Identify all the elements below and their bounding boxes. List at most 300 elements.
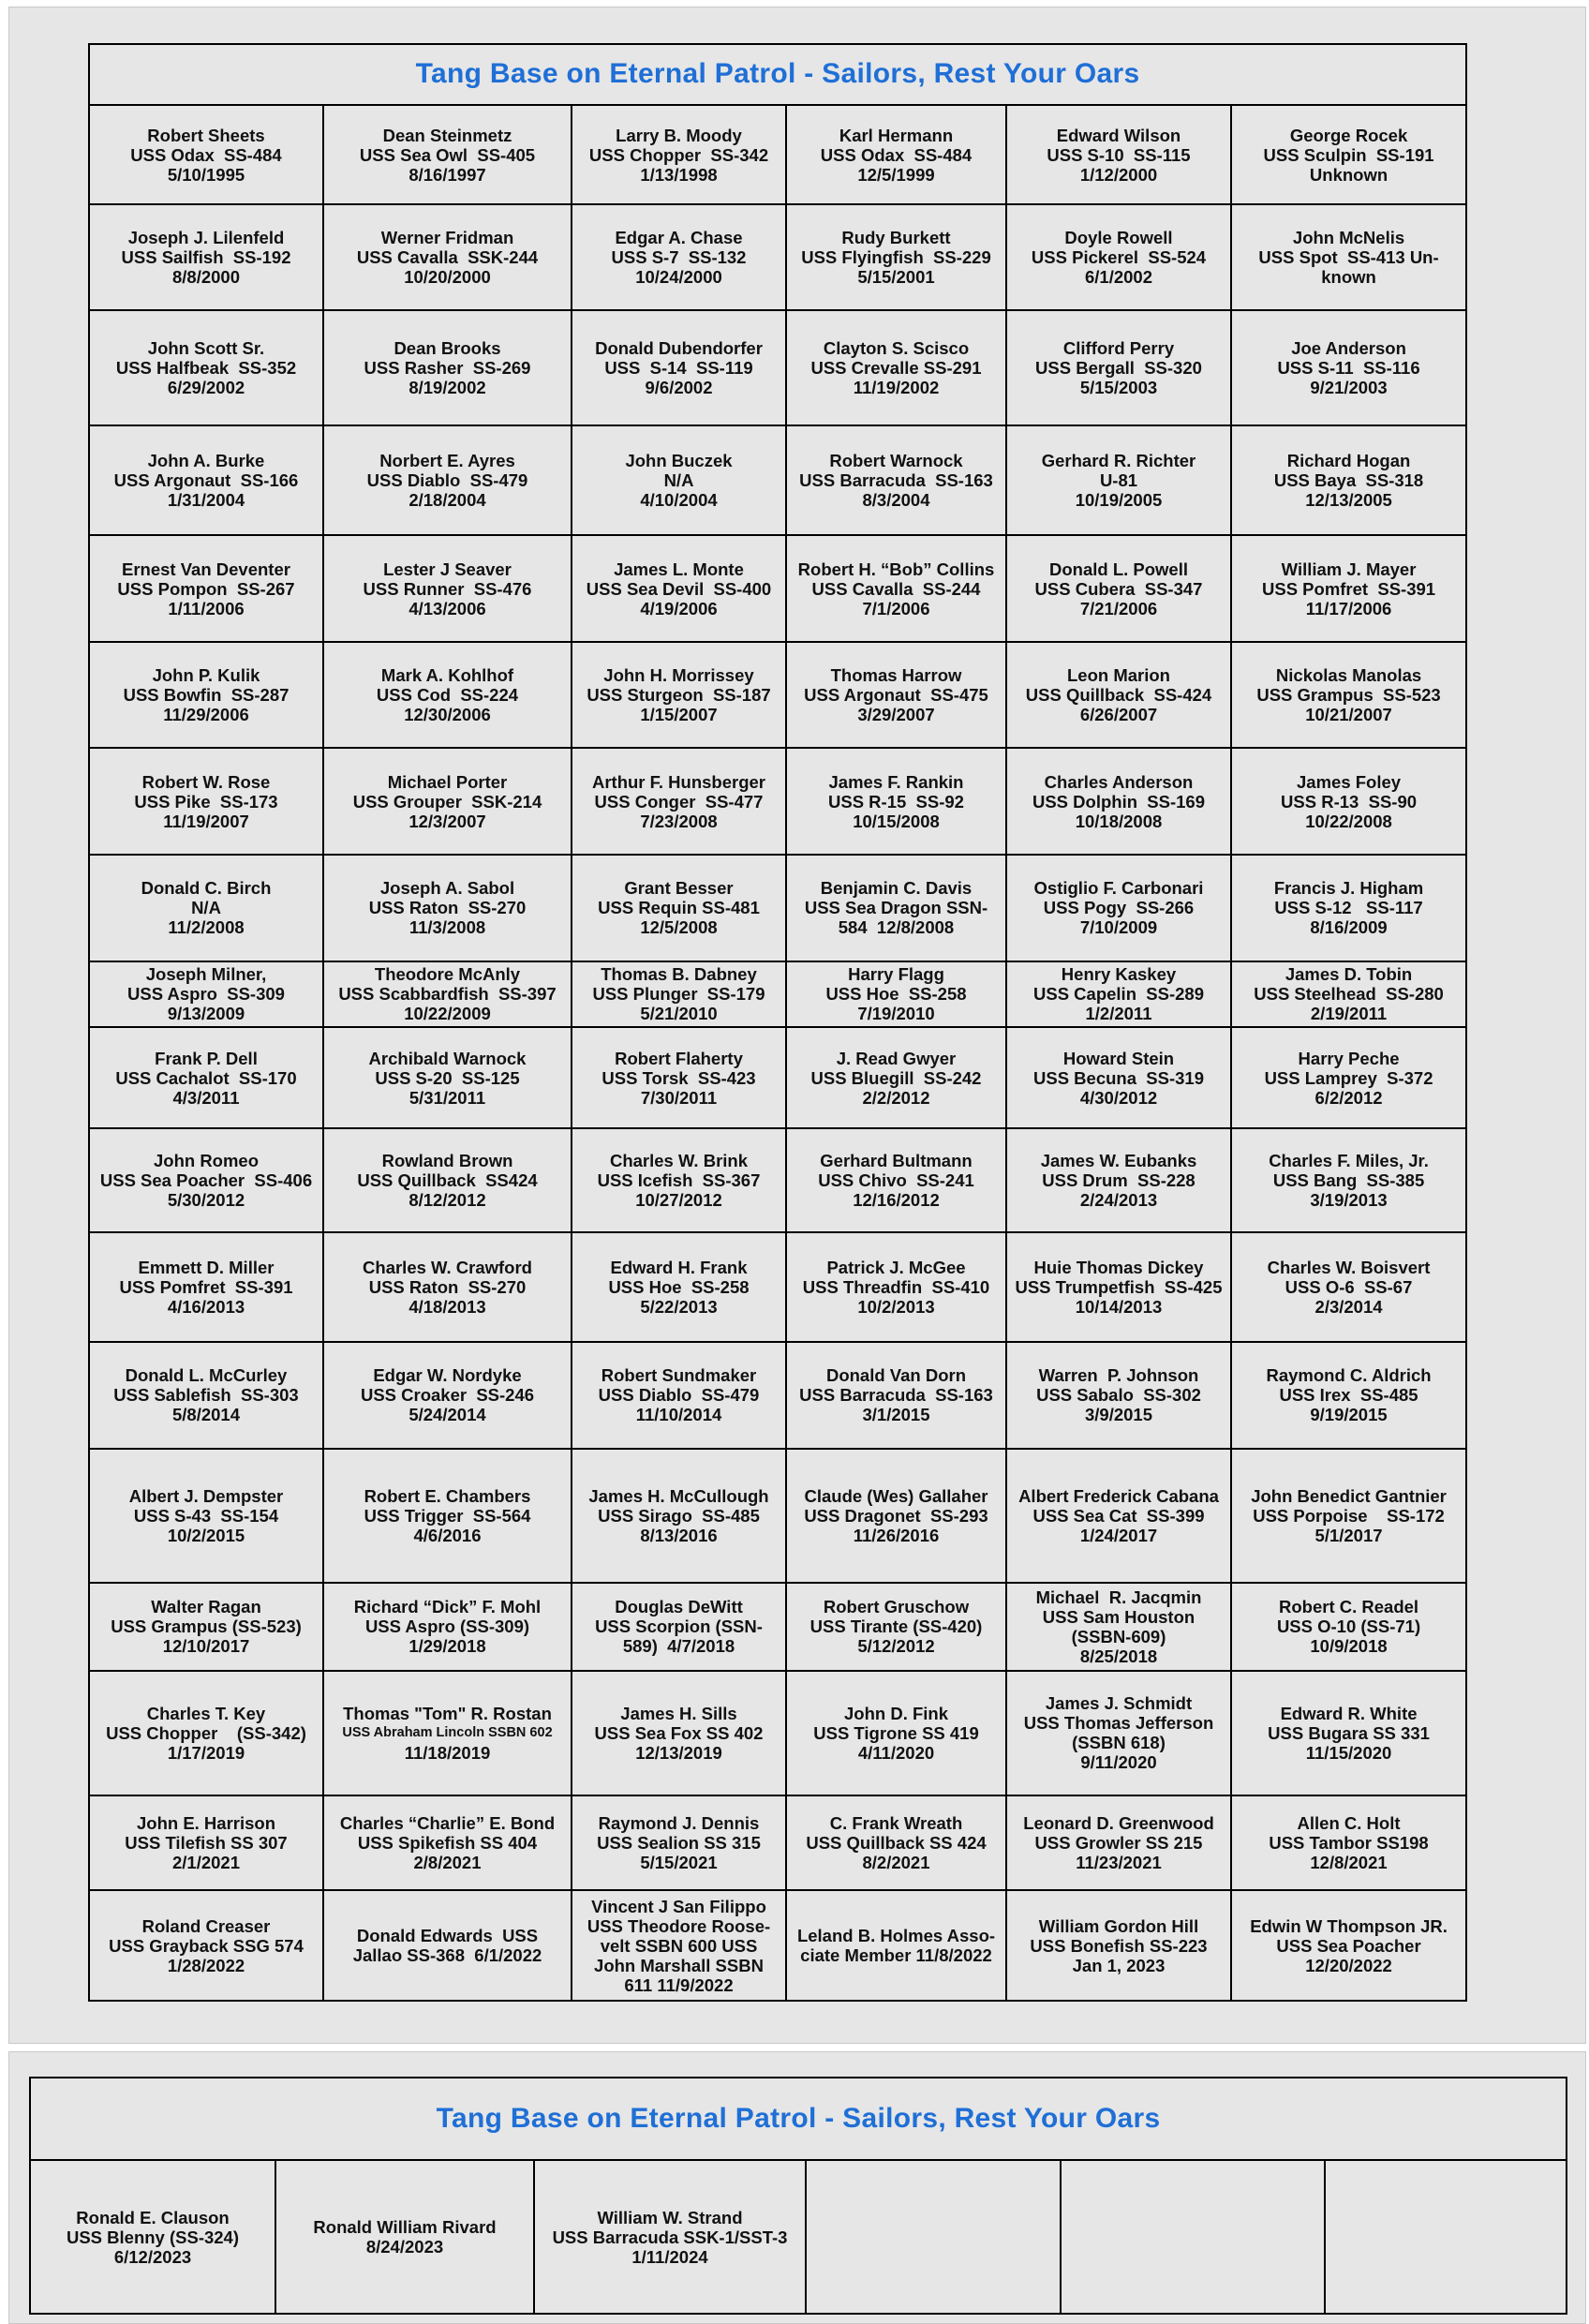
- memorial-cell-line: USS Baya SS-318: [1273, 469, 1424, 490]
- memorial-cell: [323, 1342, 572, 1449]
- memorial-cell-line: USS Sea Cat SS-399: [1032, 1505, 1205, 1526]
- memorial-cell: [1231, 855, 1466, 961]
- table-row: [89, 855, 1466, 961]
- memorial-cell-line: Charles W. Crawford: [363, 1257, 532, 1277]
- memorial-cell-line: 4/11/2020: [857, 1742, 935, 1763]
- memorial-cell-line: Leon Marion: [1067, 665, 1170, 686]
- memorial-cell-line: 10/24/2000: [635, 267, 722, 288]
- memorial-cell-line: USS Pompon SS-267: [117, 578, 295, 599]
- memorial-cell: [89, 1583, 323, 1671]
- memorial-cell-line: 5/24/2014: [408, 1405, 486, 1425]
- memorial-cell-line: 1/11/2024: [631, 2246, 708, 2267]
- memorial-cell-line: Edwin W Thompson JR.: [1250, 1915, 1448, 1936]
- memorial-cell-line: USS Growler SS 215: [1034, 1833, 1203, 1854]
- memorial-cell-line: Huie Thomas Dickey: [1033, 1257, 1204, 1277]
- memorial-cell: [89, 425, 323, 536]
- memorial-cell: [572, 425, 786, 536]
- memorial-cell-line: USS Chopper (SS-342): [106, 1722, 306, 1743]
- memorial-cell-line: Clifford Perry: [1062, 337, 1175, 358]
- memorial-cell-line: 10/9/2018: [1310, 1636, 1388, 1657]
- memorial-cell-line: 3/9/2015: [1084, 1405, 1152, 1425]
- memorial-cell: [572, 1232, 786, 1343]
- memorial-cell: [786, 535, 1006, 642]
- memorial-cell: [323, 855, 572, 961]
- memorial-cell: [572, 1449, 786, 1583]
- memorial-cell-line: 11/10/2014: [635, 1405, 722, 1425]
- memorial-cell-line: 12/5/1999: [857, 164, 935, 185]
- memorial-cell-line: 4/3/2011: [172, 1087, 240, 1108]
- memorial-cell-line: USS Icefish SS-367: [597, 1169, 761, 1190]
- memorial-cell-line: Joseph A. Sabol: [379, 878, 515, 899]
- memorial-cell-line: 2/24/2013: [1079, 1189, 1158, 1210]
- memorial-cell-line: Nickolas Manolas: [1275, 665, 1422, 686]
- memorial-cell: [1061, 2160, 1325, 2314]
- memorial-cell-line: Ronald William Rivard: [313, 2217, 497, 2237]
- memorial-cell-line: Werner Fridman: [380, 228, 514, 248]
- memorial-cell: [786, 1671, 1006, 1795]
- table-row: [89, 1890, 1466, 2001]
- memorial-cell-line: Joseph J. Lilenfeld: [127, 228, 285, 248]
- memorial-cell-line: Walter Ragan: [151, 1597, 261, 1617]
- memorial-cell: [1006, 204, 1231, 310]
- memorial-cell-line: USS Flyingfish SS-229: [801, 247, 991, 268]
- memorial-cell-line: Robert Gruschow: [823, 1597, 970, 1617]
- memorial-cell-line: 5/8/2014: [171, 1405, 240, 1425]
- memorial-cell-line: U-81: [1099, 469, 1138, 490]
- memorial-cell-line: 8/12/2012: [408, 1189, 486, 1210]
- memorial-cell-line: Claude (Wes) Gallaher: [804, 1485, 988, 1506]
- memorial-cell-line: USS Scabbardfish SS-397: [338, 984, 557, 1005]
- memorial-cell-line: 11/15/2020: [1305, 1742, 1392, 1763]
- memorial-cell-line: USS Theodore Roose-: [587, 1915, 771, 1936]
- memorial-cell: [786, 310, 1006, 425]
- memorial-cell: [323, 961, 572, 1028]
- memorial-cell-line: John Romeo: [153, 1150, 260, 1170]
- memorial-cell-line: 1/12/2000: [1079, 164, 1158, 185]
- memorial-cell: [1231, 961, 1466, 1028]
- table-row: [89, 1128, 1466, 1232]
- memorial-cell: [786, 105, 1006, 204]
- memorial-cell-line: USS Odax SS-484: [820, 144, 973, 165]
- memorial-cell-line: USS Thomas Jefferson: [1023, 1713, 1214, 1734]
- table-title: Tang Base on Eternal Patrol - Sailors, Rest Your Oars: [89, 44, 1466, 105]
- memorial-cell-line: William Gordon Hill: [1038, 1915, 1199, 1936]
- memorial-cell: [1006, 105, 1231, 204]
- memorial-cell-line: Gerhard Bultmann: [820, 1150, 973, 1170]
- memorial-cell-line: USS Aspro SS-309: [127, 984, 285, 1005]
- memorial-cell-line: 1/2/2011: [1085, 1004, 1152, 1024]
- memorial-cell: [572, 961, 786, 1028]
- memorial-cell-line: USS Sealion SS 315: [597, 1833, 761, 1854]
- memorial-cell-line: 8/25/2018: [1079, 1646, 1158, 1666]
- memorial-cell-line: USS Pickerel SS-524: [1031, 247, 1207, 268]
- memorial-cell-line: 8/16/1997: [408, 164, 486, 185]
- memorial-cell-line: USS Tilefish SS 307: [125, 1833, 288, 1854]
- memorial-cell-line: USS Requin SS-481: [598, 898, 760, 918]
- memorial-cell: [1231, 1342, 1466, 1449]
- memorial-cell-line: USS Odax SS-484: [130, 144, 282, 165]
- memorial-cell-line: Ronald E. Clauson: [76, 2207, 230, 2227]
- memorial-cell-line: 5/31/2011: [408, 1087, 486, 1108]
- memorial-cell: [786, 1232, 1006, 1343]
- memorial-cell: [1231, 1449, 1466, 1583]
- memorial-cell-line: Grant Besser: [624, 878, 734, 899]
- memorial-cell-line: Donald L. McCurley: [125, 1365, 288, 1386]
- memorial-cell-line: USS Sam Houston: [1042, 1606, 1195, 1627]
- memorial-cell-line: John Scott Sr.: [147, 337, 265, 358]
- memorial-cell-line: 5/15/2001: [857, 267, 935, 288]
- memorial-cell-line: USS Sablefish SS-303: [113, 1385, 299, 1406]
- memorial-cell-line: USS Bang SS-385: [1272, 1169, 1425, 1190]
- memorial-cell-line: Charles W. Boisvert: [1267, 1257, 1431, 1277]
- memorial-cell-line: Jan 1, 2023: [1072, 1955, 1166, 1975]
- memorial-cell-line: Edgar W. Nordyke: [373, 1365, 522, 1386]
- memorial-cell: [1006, 1027, 1231, 1127]
- memorial-cell-line: Arthur F. Hunsberger: [591, 771, 766, 792]
- memorial-cell-line: 5/15/2021: [640, 1853, 718, 1873]
- memorial-cell: [1006, 642, 1231, 749]
- memorial-cell-line: 10/18/2008: [1075, 811, 1163, 831]
- memorial-cell: [1006, 1795, 1231, 1890]
- memorial-cell-line: USS Drum SS-228: [1042, 1169, 1195, 1190]
- memorial-cell: [89, 1449, 323, 1583]
- memorial-cell-line: 12/13/2019: [635, 1742, 722, 1763]
- memorial-cell: [323, 535, 572, 642]
- memorial-table: [88, 43, 1467, 2002]
- memorial-cell: [1006, 425, 1231, 536]
- memorial-cell-line: 10/27/2012: [635, 1189, 722, 1210]
- memorial-panel-continued: [8, 2051, 1586, 2324]
- table-row: [89, 310, 1466, 425]
- memorial-cell-line: Larry B. Moody: [616, 125, 742, 145]
- memorial-cell: [30, 2160, 275, 2314]
- memorial-cell-line: 1/29/2018: [408, 1636, 486, 1657]
- memorial-cell: [1006, 1583, 1231, 1671]
- memorial-cell-line: Frank P. Dell: [155, 1048, 258, 1068]
- memorial-cell-line: Michael R. Jacqmin: [1035, 1587, 1202, 1607]
- memorial-cell: [1231, 204, 1466, 310]
- memorial-cell-line: 9/6/2002: [645, 377, 713, 397]
- memorial-cell-line: 10/2/2015: [167, 1525, 245, 1545]
- table-row: [89, 1027, 1466, 1127]
- memorial-cell-line: James Foley: [1297, 771, 1402, 792]
- memorial-cell-line: USS Grampus (SS-523): [111, 1616, 302, 1637]
- memorial-cell: [323, 310, 572, 425]
- memorial-cell: [323, 204, 572, 310]
- memorial-cell-line: USS Trigger SS-564: [364, 1505, 531, 1526]
- memorial-cell: [786, 1795, 1006, 1890]
- memorial-cell-line: John McNelis: [1292, 228, 1405, 248]
- memorial-cell-line: Leland B. Holmes Asso-: [796, 1926, 996, 1946]
- memorial-cell-line: USS Chivo SS-241: [818, 1169, 974, 1190]
- memorial-cell: [1006, 1232, 1231, 1343]
- memorial-cell-line: Henry Kaskey: [1061, 964, 1177, 985]
- memorial-cell-line: USS Aspro (SS-309): [364, 1616, 530, 1637]
- memorial-cell: [1231, 748, 1466, 855]
- table-row: [89, 1342, 1466, 1449]
- memorial-cell-line: 2/1/2021: [171, 1853, 240, 1873]
- memorial-cell-line: USS Raton SS-270: [368, 898, 527, 918]
- memorial-cell-line: Unknown: [1309, 164, 1389, 185]
- memorial-cell-line: USS Croaker SS-246: [360, 1385, 535, 1406]
- memorial-cell-line: USS O-6 SS-67: [1285, 1276, 1413, 1297]
- memorial-table-continued: [29, 2077, 1567, 2315]
- memorial-cell-line: USS Sturgeon SS-187: [587, 685, 771, 706]
- memorial-cell: [323, 1890, 572, 2001]
- memorial-cell-line: 3/19/2013: [1310, 1189, 1388, 1210]
- memorial-cell: [323, 425, 572, 536]
- memorial-cell: [572, 855, 786, 961]
- memorial-cell-line: 5/15/2003: [1079, 377, 1158, 397]
- memorial-cell-line: N/A: [663, 469, 694, 490]
- memorial-cell-line: Gerhard R. Richter: [1041, 450, 1196, 470]
- memorial-cell: [572, 535, 786, 642]
- memorial-cell-line: 10/15/2008: [853, 811, 940, 831]
- memorial-cell-line: 10/19/2005: [1075, 489, 1163, 510]
- memorial-cell-line: 8/19/2002: [408, 377, 486, 397]
- memorial-cell: [89, 1232, 323, 1343]
- memorial-cell-line: 12/10/2017: [162, 1636, 250, 1657]
- memorial-cell-line: 11/17/2006: [1305, 598, 1392, 618]
- memorial-cell-line: 4/6/2016: [413, 1525, 482, 1545]
- memorial-cell-line: Francis J. Higham: [1273, 878, 1424, 899]
- memorial-cell-line: USS Scorpion (SSN-: [595, 1616, 763, 1637]
- memorial-cell-line: Raymond C. Aldrich: [1266, 1365, 1432, 1386]
- memorial-cell-line: 5/21/2010: [640, 1004, 718, 1024]
- memorial-cell-line: USS Runner SS-476: [363, 578, 532, 599]
- memorial-cell-line: 6/26/2007: [1079, 705, 1158, 725]
- memorial-cell-line: Robert E. Chambers: [364, 1485, 531, 1506]
- table-row: [89, 1232, 1466, 1343]
- memorial-cell-line: J. Read Gwyer: [836, 1048, 957, 1068]
- memorial-cell: [1231, 425, 1466, 536]
- table-row: [89, 105, 1466, 204]
- memorial-cell-line: 12/5/2008: [640, 917, 718, 938]
- memorial-cell-line: USS Crevalle SS-291: [810, 357, 982, 378]
- memorial-cell-line: Donald C. Birch: [141, 878, 272, 899]
- memorial-cell: [786, 748, 1006, 855]
- memorial-cell-line: Joseph Milner,: [145, 964, 267, 985]
- memorial-cell-line: 1/15/2007: [640, 705, 718, 725]
- memorial-cell-line: USS Hoe SS-258: [825, 984, 967, 1005]
- memorial-cell-line: USS Barracuda SS-163: [799, 1385, 993, 1406]
- memorial-cell-line: Donald Dubendorfer: [595, 337, 763, 358]
- memorial-cell: [1006, 535, 1231, 642]
- memorial-cell-line: USS Steelhead SS-280: [1254, 984, 1444, 1005]
- memorial-cell: [1231, 1027, 1466, 1127]
- memorial-cell-line: Robert W. Rose: [141, 771, 271, 792]
- memorial-cell-line: 4/13/2006: [408, 598, 486, 618]
- memorial-cell-line: 2/8/2021: [413, 1853, 482, 1873]
- memorial-cell-line: Jallao SS-368 6/1/2022: [352, 1945, 542, 1966]
- memorial-cell-line: USS Threadfin SS-410: [802, 1276, 990, 1297]
- memorial-cell-line: James J. Schmidt: [1045, 1693, 1193, 1714]
- memorial-cell-line: Harry Peche: [1298, 1048, 1400, 1068]
- memorial-cell-line: USS Sea Devil SS-400: [586, 578, 772, 599]
- memorial-cell-line: 10/22/2009: [404, 1004, 491, 1024]
- memorial-cell-line: Emmett D. Miller: [138, 1257, 275, 1277]
- memorial-cell-line: USS Sea Poacher SS-406: [99, 1169, 313, 1190]
- memorial-cell: [786, 1890, 1006, 2001]
- memorial-cell: [1231, 310, 1466, 425]
- memorial-cell-line: 8/3/2004: [862, 489, 930, 510]
- memorial-cell-line: 4/16/2013: [167, 1296, 245, 1317]
- memorial-cell-line: Robert Warnock: [829, 450, 963, 470]
- memorial-cell: [572, 1128, 786, 1232]
- memorial-cell-line: Raymond J. Dennis: [598, 1813, 760, 1834]
- table-row: [89, 1795, 1466, 1890]
- memorial-cell-line: Michael Porter: [387, 771, 508, 792]
- memorial-cell-line: 6/29/2002: [167, 377, 245, 397]
- memorial-cell-line: George Rocek: [1289, 125, 1408, 145]
- memorial-cell: [572, 1890, 786, 2001]
- memorial-cell: [786, 642, 1006, 749]
- memorial-cell: [572, 642, 786, 749]
- memorial-cell-line: Richard Hogan: [1286, 450, 1411, 470]
- memorial-cell: [572, 1795, 786, 1890]
- memorial-cell: [89, 1027, 323, 1127]
- memorial-cell: [786, 204, 1006, 310]
- memorial-cell-line: Leonard D. Greenwood: [1023, 1813, 1214, 1834]
- memorial-cell-line: 3/1/2015: [862, 1405, 930, 1425]
- memorial-cell: [786, 961, 1006, 1028]
- memorial-cell-line: Joe Anderson: [1291, 337, 1406, 358]
- memorial-cell-line: 584 12/8/2008: [838, 917, 955, 938]
- memorial-cell-line: Robert C. Readel: [1279, 1597, 1419, 1617]
- memorial-cell-line: USS Abraham Lincoln SSBN 602: [342, 1724, 553, 1740]
- memorial-cell-line: 589) 4/7/2018: [622, 1636, 735, 1657]
- memorial-cell-line: 3/29/2007: [857, 705, 935, 725]
- memorial-cell-line: John Benedict Gantnier: [1251, 1485, 1447, 1506]
- memorial-cell: [1231, 1671, 1466, 1795]
- memorial-cell-line: USS Cubera SS-347: [1034, 578, 1203, 599]
- memorial-cell-line: 8/16/2009: [1310, 917, 1388, 938]
- memorial-cell-line: 12/3/2007: [408, 811, 486, 831]
- memorial-cell-line: USS Grouper SSK-214: [352, 791, 542, 812]
- memorial-cell-line: John Buczek: [625, 450, 733, 470]
- memorial-cell-line: John A. Burke: [147, 450, 265, 470]
- memorial-cell-line: ciate Member 11/8/2022: [800, 1945, 992, 1966]
- memorial-cell-line: Rowland Brown: [381, 1150, 513, 1170]
- memorial-cell-line: USS Plunger SS-179: [592, 984, 765, 1005]
- memorial-cell-line: 5/1/2017: [1314, 1525, 1383, 1545]
- memorial-cell-line: 2/2/2012: [862, 1087, 930, 1108]
- memorial-cell: [1231, 642, 1466, 749]
- memorial-cell-line: Douglas DeWitt: [615, 1597, 743, 1617]
- memorial-cell: [323, 1027, 572, 1127]
- memorial-cell-line: 11/2/2008: [168, 917, 245, 938]
- memorial-cell-line: 12/13/2005: [1305, 489, 1392, 510]
- table-row: [89, 535, 1466, 642]
- memorial-cell-line: Albert Frederick Cabana: [1018, 1485, 1219, 1506]
- memorial-cell: [89, 1342, 323, 1449]
- memorial-cell-line: USS Hoe SS-258: [608, 1276, 750, 1297]
- memorial-cell-line: USS Grampus SS-523: [1256, 685, 1441, 706]
- memorial-cell: [89, 535, 323, 642]
- memorial-cell: [89, 1128, 323, 1232]
- memorial-cell-line: USS Lamprey S-372: [1264, 1067, 1433, 1088]
- memorial-cell-line: USS Blenny (SS-324): [66, 2227, 240, 2247]
- memorial-cell: [275, 2160, 534, 2314]
- memorial-cell-line: Rudy Burkett: [841, 228, 951, 248]
- memorial-cell: [89, 310, 323, 425]
- memorial-cell-line: 12/20/2022: [1305, 1955, 1392, 1975]
- memorial-cell-line: Edward H. Frank: [610, 1257, 748, 1277]
- memorial-cell: [1006, 1890, 1231, 2001]
- memorial-cell-line: 5/30/2012: [167, 1189, 245, 1210]
- memorial-cell-line: USS Chopper SS-342: [588, 144, 769, 165]
- memorial-cell: [89, 1671, 323, 1795]
- memorial-cell-line: USS Grayback SSG 574: [109, 1935, 304, 1956]
- memorial-cell-line: John E. Harrison: [136, 1813, 276, 1834]
- memorial-cell-line: 8/2/2021: [862, 1853, 930, 1873]
- memorial-cell-line: USS Irex SS-485: [1279, 1385, 1418, 1406]
- memorial-cell: [1006, 1342, 1231, 1449]
- table-row: [89, 1583, 1466, 1671]
- memorial-cell-line: USS Argonaut SS-166: [113, 469, 299, 490]
- memorial-cell: [786, 1342, 1006, 1449]
- memorial-cell: [1231, 1890, 1466, 2001]
- memorial-cell: [1231, 535, 1466, 642]
- memorial-cell-line: USS Tigrone SS 419: [813, 1722, 979, 1743]
- memorial-cell-line: USS Barracuda SS-163: [799, 469, 993, 490]
- memorial-cell-line: USS Conger SS-477: [594, 791, 764, 812]
- memorial-cell: [89, 855, 323, 961]
- memorial-cell-line: Thomas "Tom" R. Rostan: [343, 1703, 552, 1723]
- memorial-cell-line: Patrick J. McGee: [826, 1257, 966, 1277]
- memorial-cell: [572, 1671, 786, 1795]
- memorial-cell-line: 1/28/2022: [167, 1955, 245, 1975]
- memorial-cell-line: USS Bonefish SS-223: [1030, 1935, 1208, 1956]
- memorial-cell-line: USS R-13 SS-90: [1281, 791, 1418, 812]
- memorial-cell-line: C. Frank Wreath: [829, 1813, 963, 1834]
- memorial-cell-line: Richard “Dick” F. Mohl: [353, 1597, 542, 1617]
- memorial-cell-line: Thomas Harrow: [830, 665, 962, 686]
- memorial-cell-line: USS S-12 SS-117: [1274, 898, 1423, 918]
- memorial-cell: [323, 1795, 572, 1890]
- memorial-cell-line: USS Quillback SS-424: [1025, 685, 1212, 706]
- memorial-cell: [572, 1027, 786, 1127]
- memorial-cell-line: Roland Creaser: [141, 1915, 271, 1936]
- memorial-cell-line: Donald L. Powell: [1048, 559, 1188, 579]
- memorial-cell-line: Edgar A. Chase: [615, 228, 743, 248]
- memorial-cell-line: USS Torsk SS-423: [601, 1067, 756, 1088]
- memorial-cell: [323, 105, 572, 204]
- memorial-cell: [89, 1890, 323, 2001]
- memorial-cell-line: USS S-20 SS-125: [375, 1067, 520, 1088]
- memorial-cell-line: 10/20/2000: [404, 267, 491, 288]
- memorial-cell-line: 7/30/2011: [640, 1087, 718, 1108]
- memorial-cell-line: USS Dragonet SS-293: [804, 1505, 988, 1526]
- memorial-cell-line: USS Diablo SS-479: [366, 469, 528, 490]
- memorial-cell-line: William J. Mayer: [1281, 559, 1417, 579]
- memorial-cell-line: Robert Flaherty: [615, 1048, 743, 1068]
- memorial-cell: [89, 204, 323, 310]
- memorial-cell-line: 1/13/1998: [640, 164, 718, 185]
- memorial-cell-line: 2/18/2004: [408, 489, 486, 510]
- memorial-cell-line: USS Becuna SS-319: [1033, 1067, 1204, 1088]
- memorial-cell-line: USS Pike SS-173: [134, 791, 278, 812]
- memorial-cell-line: 10/14/2013: [1075, 1296, 1163, 1317]
- memorial-cell: [323, 1671, 572, 1795]
- memorial-cell-line: 611 11/9/2022: [624, 1974, 734, 1995]
- memorial-cell-line: 11/18/2019: [404, 1742, 491, 1763]
- memorial-cell: [786, 1449, 1006, 1583]
- memorial-cell-line: USS Sea Owl SS-405: [359, 144, 536, 165]
- memorial-cell-line: USS Pogy SS-266: [1043, 898, 1195, 918]
- memorial-cell-line: USS Halfbeak SS-352: [115, 357, 297, 378]
- memorial-cell: [1006, 1128, 1231, 1232]
